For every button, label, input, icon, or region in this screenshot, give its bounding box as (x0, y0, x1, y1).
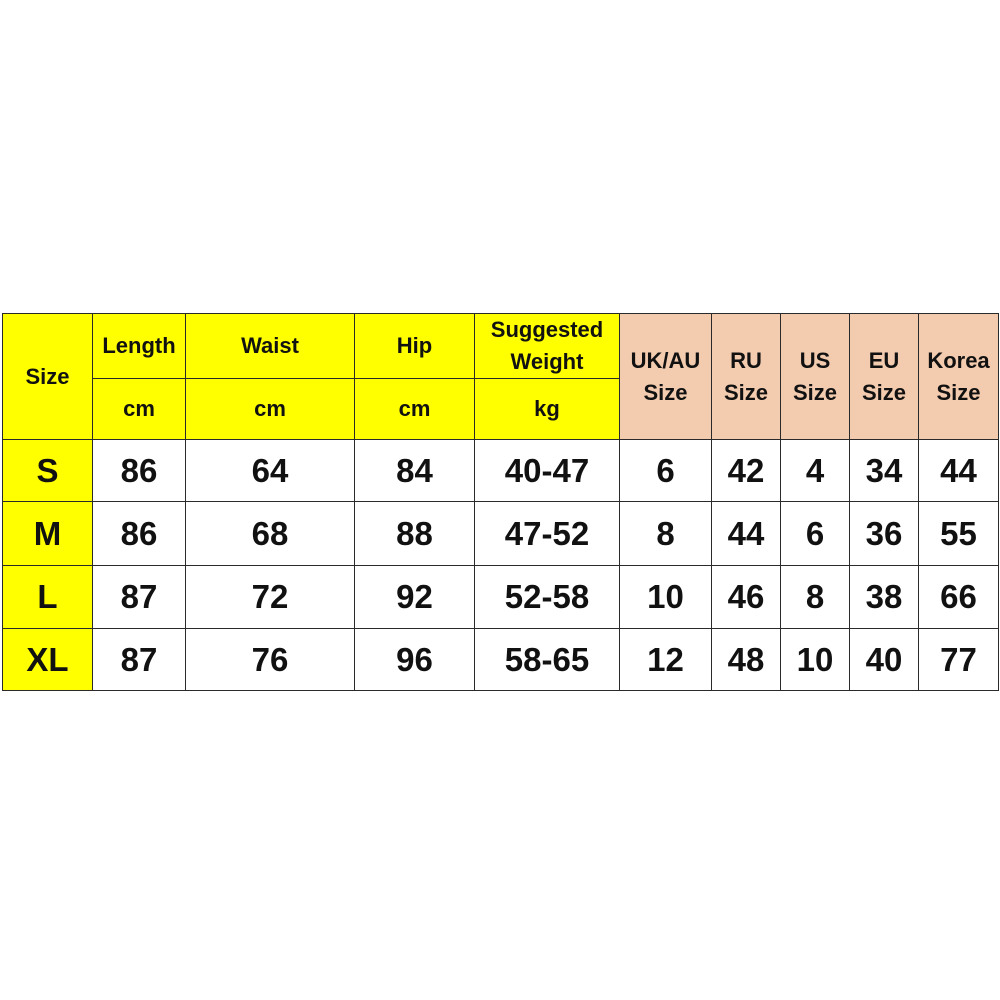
cell-ru: 42 (712, 440, 781, 502)
header-row-labels (3, 314, 999, 379)
cell-length: 86 (93, 502, 186, 566)
cell-korea: 77 (919, 629, 999, 691)
cell-ukau: 6 (620, 440, 712, 502)
header-ukau-line2: Size (643, 379, 688, 405)
cell-eu: 36 (850, 502, 919, 566)
cell-weight: 47-52 (475, 502, 620, 566)
size-chart-table (2, 313, 999, 691)
header-ru-line1: RU (730, 347, 762, 373)
header-weight-line2: Weight (510, 349, 584, 374)
row-size-label: XL (3, 629, 93, 691)
header-eu-line2: Size (861, 379, 907, 405)
cell-waist: 68 (186, 502, 355, 566)
cell-ru: 48 (712, 629, 781, 691)
cell-weight: 52-58 (475, 566, 620, 629)
header-eu-line1: EU (868, 347, 900, 373)
unit-hip: cm (355, 379, 475, 440)
header-hip: Hip (355, 314, 475, 379)
cell-ru: 46 (712, 566, 781, 629)
unit-length: cm (93, 379, 186, 440)
row-size-label: L (3, 566, 93, 629)
header-us-line2: Size (792, 379, 838, 405)
row-size-label: S (3, 440, 93, 502)
cell-us: 4 (781, 440, 850, 502)
cell-hip: 88 (355, 502, 475, 566)
cell-korea: 66 (919, 566, 999, 629)
cell-korea: 44 (919, 440, 999, 502)
header-suggested-weight (475, 314, 620, 379)
cell-length: 87 (93, 566, 186, 629)
cell-ukau: 8 (620, 502, 712, 566)
header-korea-line1: Korea (927, 347, 990, 373)
cell-waist: 64 (186, 440, 355, 502)
header-us-line1: US (799, 347, 831, 373)
row-size-label: M (3, 502, 93, 566)
table-row (3, 629, 999, 691)
cell-eu: 34 (850, 440, 919, 502)
header-ukau-line1: UK/AU (630, 347, 701, 373)
cell-eu: 40 (850, 629, 919, 691)
unit-weight: kg (475, 379, 620, 440)
cell-hip: 96 (355, 629, 475, 691)
cell-hip: 92 (355, 566, 475, 629)
cell-eu: 38 (850, 566, 919, 629)
cell-waist: 72 (186, 566, 355, 629)
header-ru-line2: Size (723, 379, 769, 405)
cell-korea: 55 (919, 502, 999, 566)
header-eu-size (850, 314, 919, 440)
table-row (3, 502, 999, 566)
header-waist: Waist (186, 314, 355, 379)
header-length: Length (93, 314, 186, 379)
header-ukau-size (620, 314, 712, 440)
cell-ukau: 10 (620, 566, 712, 629)
cell-ukau: 12 (620, 629, 712, 691)
table-row (3, 566, 999, 629)
cell-length: 87 (93, 629, 186, 691)
cell-waist: 76 (186, 629, 355, 691)
cell-weight: 58-65 (475, 629, 620, 691)
cell-hip: 84 (355, 440, 475, 502)
cell-ru: 44 (712, 502, 781, 566)
cell-us: 8 (781, 566, 850, 629)
header-us-size (781, 314, 850, 440)
cell-us: 10 (781, 629, 850, 691)
header-ru-size (712, 314, 781, 440)
cell-weight: 40-47 (475, 440, 620, 502)
header-korea-line2: Size (936, 379, 981, 405)
cell-us: 6 (781, 502, 850, 566)
header-korea-size (919, 314, 999, 440)
header-weight-line1: Suggested (490, 317, 604, 342)
table-row (3, 440, 999, 502)
cell-length: 86 (93, 440, 186, 502)
header-size: Size (3, 314, 93, 440)
unit-waist: cm (186, 379, 355, 440)
